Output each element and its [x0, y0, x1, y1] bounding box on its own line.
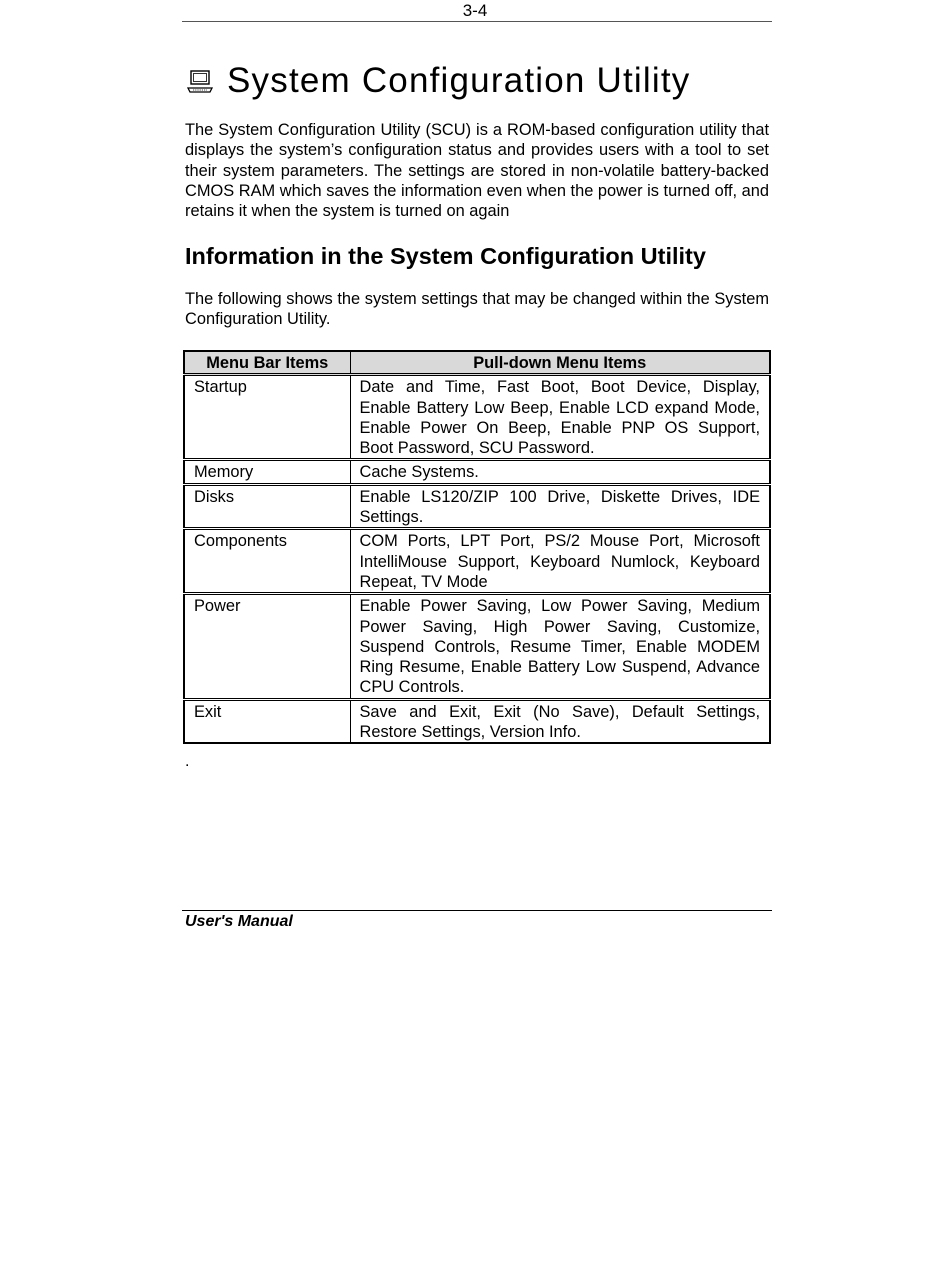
- chapter-title: [185, 60, 775, 102]
- intro-paragraph: The System Configuration Utility (SCU) is a ROM-based configuration utility that displays the system’s configuration status and provides users with a tool to set their system parameters. The settings are stored in non-volatile battery-backed CMOS RAM which saves the information even when the power is turned off, and retains it when the system is turned on again: [185, 121, 769, 221]
- stray-period: .: [185, 753, 190, 770]
- table-row: [184, 484, 770, 529]
- menu-items-table: [183, 350, 771, 744]
- table-row: [184, 375, 770, 460]
- pulldown-items: Enable LS120/ZIP 100 Drive, Diskette Drives, IDE Settings.: [350, 484, 770, 529]
- table-row: [184, 529, 770, 594]
- table-header-row: [184, 351, 770, 375]
- pulldown-items: Enable Power Saving, Low Power Saving, Medium Power Saving, High Power Saving, Customize, Suspend Controls, Resume Timer, Enable MODEM Ring Resume, Enable Battery Low Suspend, Advance CPU Controls.: [350, 594, 770, 699]
- menu-bar-item: Disks: [184, 484, 350, 529]
- menu-bar-item: Startup: [184, 375, 350, 460]
- table-row: [184, 594, 770, 699]
- pulldown-items: COM Ports, LPT Port, PS/2 Mouse Port, Microsoft IntelliMouse Support, Keyboard Numlock, Keyboard Repeat, TV Mode: [350, 529, 770, 594]
- column-header-menu-bar: Menu Bar Items: [184, 351, 350, 375]
- section-heading: Information in the System Configuration Utility: [185, 243, 706, 269]
- table-row: [184, 699, 770, 743]
- header-rule: [182, 21, 772, 22]
- laptop-icon: [185, 66, 215, 96]
- pulldown-items: Cache Systems.: [350, 460, 770, 484]
- menu-bar-item: Components: [184, 529, 350, 594]
- table-row: [184, 460, 770, 484]
- menu-bar-item: Exit: [184, 699, 350, 743]
- page-number: 3-4: [462, 1, 488, 20]
- pulldown-items: Save and Exit, Exit (No Save), Default Settings, Restore Settings, Version Info.: [359, 702, 760, 742]
- footer-title: User's Manual: [185, 913, 293, 930]
- menu-bar-item: Power: [184, 594, 350, 699]
- pulldown-items: Date and Time, Fast Boot, Boot Device, Display, Enable Battery Low Beep, Enable LCD expand Mode, Enable Power On Beep, Enable PNP OS Support, Boot Password, SCU Password.: [350, 375, 770, 460]
- chapter-title-text: System Configuration Utility: [227, 61, 691, 100]
- column-header-pulldown: Pull-down Menu Items: [350, 351, 770, 375]
- lead-paragraph: The following shows the system settings that may be changed within the System Configuration Utility.: [185, 290, 769, 329]
- footer-rule: [182, 910, 772, 911]
- menu-bar-item: Memory: [184, 460, 350, 484]
